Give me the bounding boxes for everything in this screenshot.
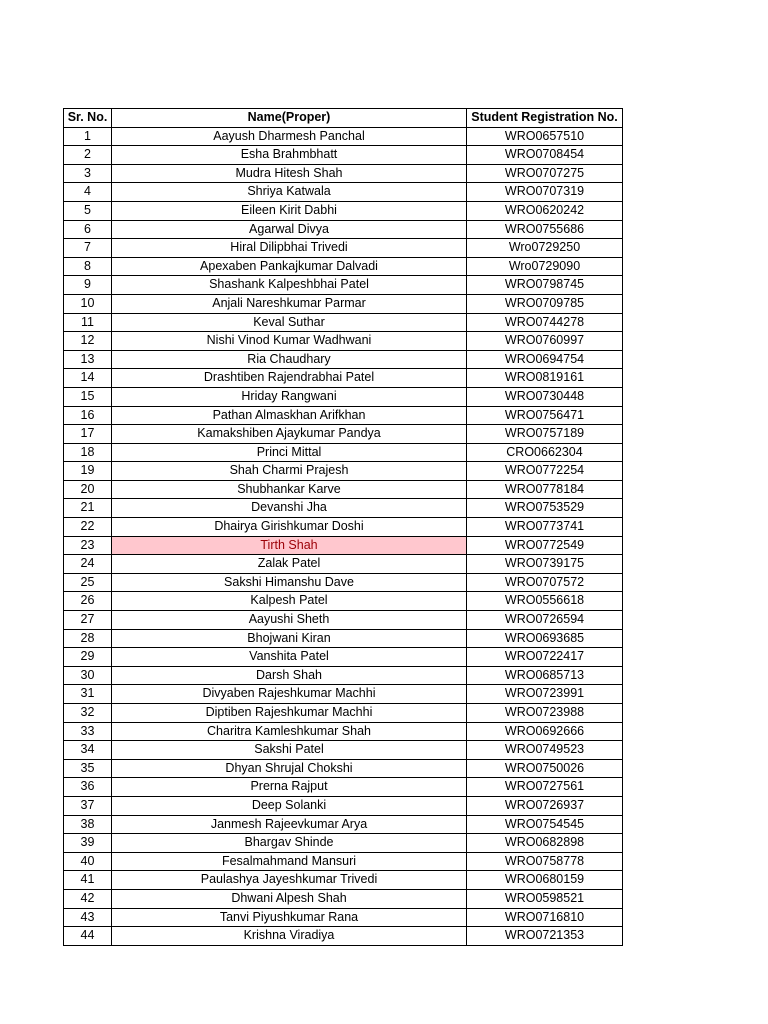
registration-number-cell[interactable]: Wro0729090 <box>467 257 623 276</box>
name-cell[interactable]: Eileen Kirit Dabhi <box>112 201 467 220</box>
name-cell[interactable]: Anjali Nareshkumar Parmar <box>112 294 467 313</box>
registration-number-cell[interactable]: WRO0721353 <box>467 927 623 946</box>
table-header <box>64 109 623 128</box>
serial-number-cell[interactable]: 12 <box>64 332 112 351</box>
student-registration-sheet <box>63 108 623 946</box>
registration-number-cell[interactable]: Wro0729250 <box>467 239 623 258</box>
serial-number-cell[interactable]: 1 <box>64 127 112 146</box>
name-cell[interactable]: Devanshi Jha <box>112 499 467 518</box>
student-registration-table <box>63 108 623 946</box>
table-row <box>64 889 623 908</box>
serial-number-cell[interactable]: 44 <box>64 927 112 946</box>
name-cell[interactable]: Nishi Vinod Kumar Wadhwani <box>112 332 467 351</box>
name-cell[interactable]: Keval Suthar <box>112 313 467 332</box>
name-cell[interactable]: Janmesh Rajeevkumar Arya <box>112 815 467 834</box>
serial-number-cell[interactable]: 24 <box>64 555 112 574</box>
serial-number-cell[interactable]: 19 <box>64 462 112 481</box>
name-cell[interactable]: Divyaben Rajeshkumar Machhi <box>112 685 467 704</box>
serial-number-cell[interactable]: 42 <box>64 889 112 908</box>
name-cell[interactable]: Deep Solanki <box>112 796 467 815</box>
table-row <box>64 704 623 723</box>
serial-number-cell[interactable]: 8 <box>64 257 112 276</box>
serial-number-cell[interactable]: 39 <box>64 834 112 853</box>
header-serial-number[interactable]: Sr. No. <box>64 109 112 128</box>
table-row <box>64 592 623 611</box>
serial-number-cell[interactable]: 28 <box>64 629 112 648</box>
name-cell[interactable]: Mudra Hitesh Shah <box>112 164 467 183</box>
serial-number-cell[interactable]: 40 <box>64 852 112 871</box>
serial-number-cell[interactable]: 6 <box>64 220 112 239</box>
registration-number-cell[interactable]: WRO0620242 <box>467 201 623 220</box>
registration-number-cell[interactable]: WRO0707275 <box>467 164 623 183</box>
name-cell[interactable]: Vanshita Patel <box>112 648 467 667</box>
registration-number-cell[interactable]: CRO0662304 <box>467 443 623 462</box>
table-row <box>64 146 623 165</box>
table-row <box>64 350 623 369</box>
name-cell[interactable]: Tanvi Piyushkumar Rana <box>112 908 467 927</box>
serial-number-cell[interactable]: 10 <box>64 294 112 313</box>
registration-number-cell[interactable]: WRO0694754 <box>467 350 623 369</box>
serial-number-cell[interactable]: 33 <box>64 722 112 741</box>
table-row <box>64 462 623 481</box>
table-row <box>64 759 623 778</box>
table-row <box>64 369 623 388</box>
name-cell[interactable]: Darsh Shah <box>112 666 467 685</box>
registration-number-cell[interactable]: WRO0709785 <box>467 294 623 313</box>
registration-number-cell[interactable]: WRO0772254 <box>467 462 623 481</box>
table-row <box>64 555 623 574</box>
table-row <box>64 257 623 276</box>
serial-number-cell[interactable]: 5 <box>64 201 112 220</box>
table-row <box>64 239 623 258</box>
serial-number-cell[interactable]: 41 <box>64 871 112 890</box>
registration-number-cell[interactable]: WRO0707572 <box>467 573 623 592</box>
serial-number-cell[interactable]: 35 <box>64 759 112 778</box>
registration-number-cell[interactable]: WRO0722417 <box>467 648 623 667</box>
serial-number-cell[interactable]: 34 <box>64 741 112 760</box>
registration-number-cell[interactable]: WRO0739175 <box>467 555 623 574</box>
table-row <box>64 573 623 592</box>
table-row <box>64 648 623 667</box>
registration-number-cell[interactable]: WRO0657510 <box>467 127 623 146</box>
registration-number-cell[interactable]: WRO0685713 <box>467 666 623 685</box>
name-cell[interactable]: Pathan Almaskhan Arifkhan <box>112 406 467 425</box>
name-cell[interactable]: Agarwal Divya <box>112 220 467 239</box>
name-cell[interactable]: Dhwani Alpesh Shah <box>112 889 467 908</box>
name-cell[interactable]: Aayushi Sheth <box>112 611 467 630</box>
name-cell[interactable]: Bhojwani Kiran <box>112 629 467 648</box>
serial-number-cell[interactable]: 14 <box>64 369 112 388</box>
table-row <box>64 313 623 332</box>
name-cell[interactable]: Prerna Rajput <box>112 778 467 797</box>
registration-number-cell[interactable]: WRO0723988 <box>467 704 623 723</box>
serial-number-cell[interactable]: 37 <box>64 796 112 815</box>
table-row <box>64 685 623 704</box>
name-cell[interactable]: Aayush Dharmesh Panchal <box>112 127 467 146</box>
serial-number-cell[interactable]: 30 <box>64 666 112 685</box>
registration-number-cell[interactable]: WRO0773741 <box>467 518 623 537</box>
serial-number-cell[interactable]: 21 <box>64 499 112 518</box>
serial-number-cell[interactable]: 36 <box>64 778 112 797</box>
name-cell[interactable]: Hiral Dilipbhai Trivedi <box>112 239 467 258</box>
serial-number-cell[interactable]: 31 <box>64 685 112 704</box>
serial-number-cell[interactable]: 16 <box>64 406 112 425</box>
name-cell[interactable]: Dhyan Shrujal Chokshi <box>112 759 467 778</box>
registration-number-cell[interactable]: WRO0692666 <box>467 722 623 741</box>
table-row <box>64 127 623 146</box>
header-registration-number[interactable]: Student Registration No. <box>467 109 623 128</box>
registration-number-cell[interactable]: WRO0753529 <box>467 499 623 518</box>
name-cell[interactable]: Shubhankar Karve <box>112 480 467 499</box>
table-row <box>64 666 623 685</box>
registration-number-cell[interactable]: WRO0756471 <box>467 406 623 425</box>
name-cell[interactable]: Dhairya Girishkumar Doshi <box>112 518 467 537</box>
name-cell[interactable]: Shriya Katwala <box>112 183 467 202</box>
table-row <box>64 741 623 760</box>
name-cell[interactable]: Esha Brahmbhatt <box>112 146 467 165</box>
serial-number-cell[interactable]: 4 <box>64 183 112 202</box>
serial-number-cell[interactable]: 43 <box>64 908 112 927</box>
registration-number-cell[interactable]: WRO0682898 <box>467 834 623 853</box>
name-cell[interactable]: Tirth Shah <box>112 536 467 555</box>
name-cell[interactable]: Hriday Rangwani <box>112 387 467 406</box>
name-cell[interactable]: Ria Chaudhary <box>112 350 467 369</box>
table-row <box>64 406 623 425</box>
name-cell[interactable]: Princi Mittal <box>112 443 467 462</box>
name-cell[interactable]: Drashtiben Rajendrabhai Patel <box>112 369 467 388</box>
name-cell[interactable]: Sakshi Patel <box>112 741 467 760</box>
registration-number-cell[interactable]: WRO0778184 <box>467 480 623 499</box>
table-row <box>64 480 623 499</box>
name-cell[interactable]: Zalak Patel <box>112 555 467 574</box>
registration-number-cell[interactable]: WRO0730448 <box>467 387 623 406</box>
registration-number-cell[interactable]: WRO0556618 <box>467 592 623 611</box>
serial-number-cell[interactable]: 18 <box>64 443 112 462</box>
registration-number-cell[interactable]: WRO0798745 <box>467 276 623 295</box>
table-row <box>64 871 623 890</box>
table-row <box>64 908 623 927</box>
table-row <box>64 834 623 853</box>
serial-number-cell[interactable]: 23 <box>64 536 112 555</box>
registration-number-cell[interactable]: WRO0727561 <box>467 778 623 797</box>
registration-number-cell[interactable]: WRO0749523 <box>467 741 623 760</box>
serial-number-cell[interactable]: 32 <box>64 704 112 723</box>
table-row <box>64 852 623 871</box>
header-name[interactable]: Name(Proper) <box>112 109 467 128</box>
registration-number-cell[interactable]: WRO0760997 <box>467 332 623 351</box>
name-cell[interactable]: Charitra Kamleshkumar Shah <box>112 722 467 741</box>
table-row <box>64 518 623 537</box>
serial-number-cell[interactable]: 15 <box>64 387 112 406</box>
name-cell[interactable]: Paulashya Jayeshkumar Trivedi <box>112 871 467 890</box>
registration-number-cell[interactable]: WRO0758778 <box>467 852 623 871</box>
name-cell[interactable]: Shashank Kalpeshbhai Patel <box>112 276 467 295</box>
registration-number-cell[interactable]: WRO0754545 <box>467 815 623 834</box>
serial-number-cell[interactable]: 13 <box>64 350 112 369</box>
header-row <box>64 109 623 128</box>
serial-number-cell[interactable]: 17 <box>64 425 112 444</box>
registration-number-cell[interactable]: WRO0708454 <box>467 146 623 165</box>
registration-number-cell[interactable]: WRO0726937 <box>467 796 623 815</box>
registration-number-cell[interactable]: WRO0723991 <box>467 685 623 704</box>
table-row <box>64 611 623 630</box>
table-body <box>64 127 623 945</box>
registration-number-cell[interactable]: WRO0726594 <box>467 611 623 630</box>
name-cell[interactable]: Bhargav Shinde <box>112 834 467 853</box>
serial-number-cell[interactable]: 22 <box>64 518 112 537</box>
registration-number-cell[interactable]: WRO0707319 <box>467 183 623 202</box>
serial-number-cell[interactable]: 11 <box>64 313 112 332</box>
serial-number-cell[interactable]: 25 <box>64 573 112 592</box>
name-cell[interactable]: Shah Charmi Prajesh <box>112 462 467 481</box>
serial-number-cell[interactable]: 2 <box>64 146 112 165</box>
registration-number-cell[interactable]: WRO0772549 <box>467 536 623 555</box>
table-row <box>64 443 623 462</box>
table-row <box>64 499 623 518</box>
serial-number-cell[interactable]: 27 <box>64 611 112 630</box>
table-row <box>64 276 623 295</box>
registration-number-cell[interactable]: WRO0757189 <box>467 425 623 444</box>
registration-number-cell[interactable]: WRO0819161 <box>467 369 623 388</box>
serial-number-cell[interactable]: 26 <box>64 592 112 611</box>
table-row <box>64 183 623 202</box>
table-row <box>64 425 623 444</box>
registration-number-cell[interactable]: WRO0744278 <box>467 313 623 332</box>
table-row <box>64 332 623 351</box>
table-row <box>64 387 623 406</box>
serial-number-cell[interactable]: 7 <box>64 239 112 258</box>
table-row <box>64 201 623 220</box>
serial-number-cell[interactable]: 3 <box>64 164 112 183</box>
table-row <box>64 536 623 555</box>
table-row <box>64 927 623 946</box>
table-row <box>64 164 623 183</box>
table-row <box>64 796 623 815</box>
registration-number-cell[interactable]: WRO0716810 <box>467 908 623 927</box>
name-cell[interactable]: Fesalmahmand Mansuri <box>112 852 467 871</box>
name-cell[interactable]: Kamakshiben Ajaykumar Pandya <box>112 425 467 444</box>
serial-number-cell[interactable]: 9 <box>64 276 112 295</box>
name-cell[interactable]: Kalpesh Patel <box>112 592 467 611</box>
serial-number-cell[interactable]: 38 <box>64 815 112 834</box>
name-cell[interactable]: Sakshi Himanshu Dave <box>112 573 467 592</box>
table-row <box>64 629 623 648</box>
name-cell[interactable]: Apexaben Pankajkumar Dalvadi <box>112 257 467 276</box>
registration-number-cell[interactable]: WRO0680159 <box>467 871 623 890</box>
registration-number-cell[interactable]: WRO0598521 <box>467 889 623 908</box>
table-row <box>64 722 623 741</box>
name-cell[interactable]: Diptiben Rajeshkumar Machhi <box>112 704 467 723</box>
registration-number-cell[interactable]: WRO0750026 <box>467 759 623 778</box>
registration-number-cell[interactable]: WRO0693685 <box>467 629 623 648</box>
registration-number-cell[interactable]: WRO0755686 <box>467 220 623 239</box>
table-row <box>64 294 623 313</box>
serial-number-cell[interactable]: 29 <box>64 648 112 667</box>
table-row <box>64 220 623 239</box>
name-cell[interactable]: Krishna Viradiya <box>112 927 467 946</box>
table-row <box>64 778 623 797</box>
serial-number-cell[interactable]: 20 <box>64 480 112 499</box>
table-row <box>64 815 623 834</box>
